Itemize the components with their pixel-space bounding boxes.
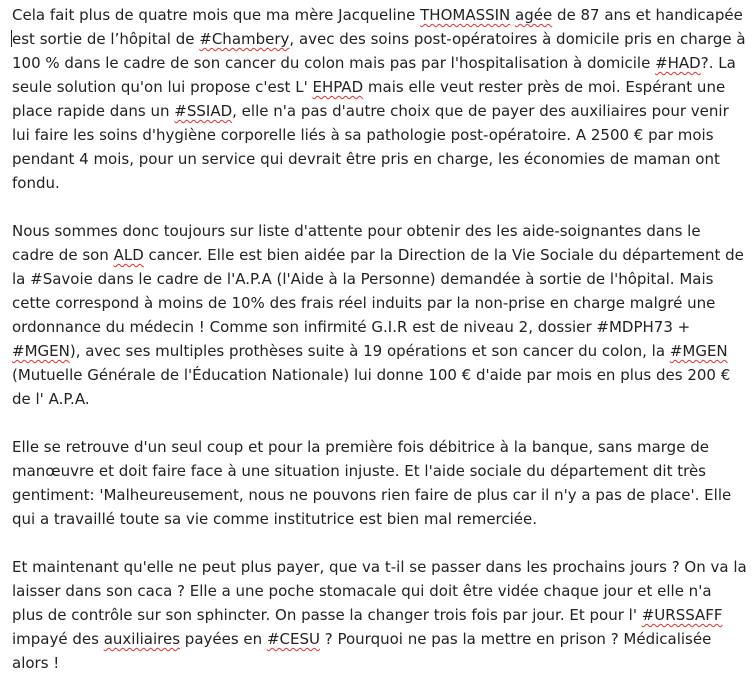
misspelled-word: #SSIAD — [174, 102, 233, 120]
text-run: (Mutuelle Générale de l'Éducation Nationale) lui donne 100 € d'aide par mois en plus des 200 € de l' A.P.A. — [12, 366, 731, 408]
text-run: ), avec ses multiples prothèses suite à 19 opérations et son cancer du colon, la — [69, 342, 670, 360]
misspelled-word: #MGEN — [12, 342, 70, 360]
misspelled-word: THOMASSIN — [420, 6, 511, 24]
text-run: , elle n'a pas d'autre choix que de payer des auxiliaires pour venir lui faire les soins d'hygiène corporelle liés à sa pathologie post-opératoire. A 2500 € par mois pendant 4 mois, pour un service qui devrait être pris en charge, les économies de maman ont fondu. — [12, 102, 729, 192]
misspelled-word: #MGEN — [669, 342, 728, 360]
misspelled-word: agée — [515, 6, 553, 24]
text-run: ? Pourquoi ne pas la mettre en prison ? Médicalisée alors ! — [12, 630, 712, 672]
text-editor[interactable] — [12, 3, 747, 699]
text-run: Elle se retrouve d'un seul coup et pour la première fois débitrice à la banque, sans marge de manœuvre et doit faire face à une situation injuste. Et l'aide sociale du département dit très gentiment: 'Malheureusement, nous ne pouvons rien faire de plus car il n'y a pas de place'. Elle qui a travaillé toute sa vie comme institutrice est bien mal remerciée. — [12, 438, 732, 528]
text-run: mais elle veut rester près de moi. Espérant une place rapide dans un — [12, 78, 726, 120]
text-run: , avec des soins post-opératoires à domicile pris en charge à 100 % dans le cadre de son cancer du colon mais pas par l'hospitalisation à domicile — [12, 30, 746, 72]
misspelled-word: #Chambery — [199, 30, 290, 48]
misspelled-word: auxiliaires — [103, 630, 181, 648]
misspelled-word: #CESU — [266, 630, 320, 648]
text-run: Et maintenant qu'elle ne peut plus payer, que va t-il se passer dans les prochains jours ? On va la laisser dans son caca ? Elle a une poche stomacale qui doit être vidée chaque jour et elle n'a plus de contrôle sur son sphincter. On passe la changer trois fois par jour. Et pour l' — [12, 558, 747, 624]
text-run: Nous sommes donc toujours sur liste d'attente pour obtenir des les aide-soignantes dans le cadre de son — [12, 222, 701, 264]
text-run: de 87 ans et handicapée — [552, 6, 743, 24]
paragraph — [12, 435, 747, 531]
paragraph — [12, 219, 747, 411]
text-run: impayé des — [12, 630, 104, 648]
misspelled-word: #HAD — [655, 54, 701, 72]
text-run: ?. La seule solution qu'on lui propose c'est L' — [12, 54, 736, 96]
text-run: payées en — [180, 630, 267, 648]
paragraph — [12, 3, 747, 195]
text-run: cancer. Elle est bien aidée par la Direction de la Vie Sociale du département de la #Savoie dans le cadre de l'A.P.A (l'Aide à la Personne) demandée à sortie de l'hôpital. Mais cette correspond à moins de 10% des frais réel induits par la non-prise en charge malgré une ordonnance du médecin ! Comme son infirmité G.I.R est de niveau 2, dossier #MDPH73 + — [12, 246, 744, 336]
misspelled-word: EHPAD — [312, 78, 364, 96]
misspelled-word: #URSSAFF — [641, 606, 723, 624]
text-run: Cela fait plus de quatre mois que ma mère Jacqueline — [12, 6, 421, 24]
misspelled-word: ALD — [113, 246, 144, 264]
text-run: est sortie de l’hôpital de — [12, 30, 200, 48]
paragraph — [12, 555, 747, 675]
